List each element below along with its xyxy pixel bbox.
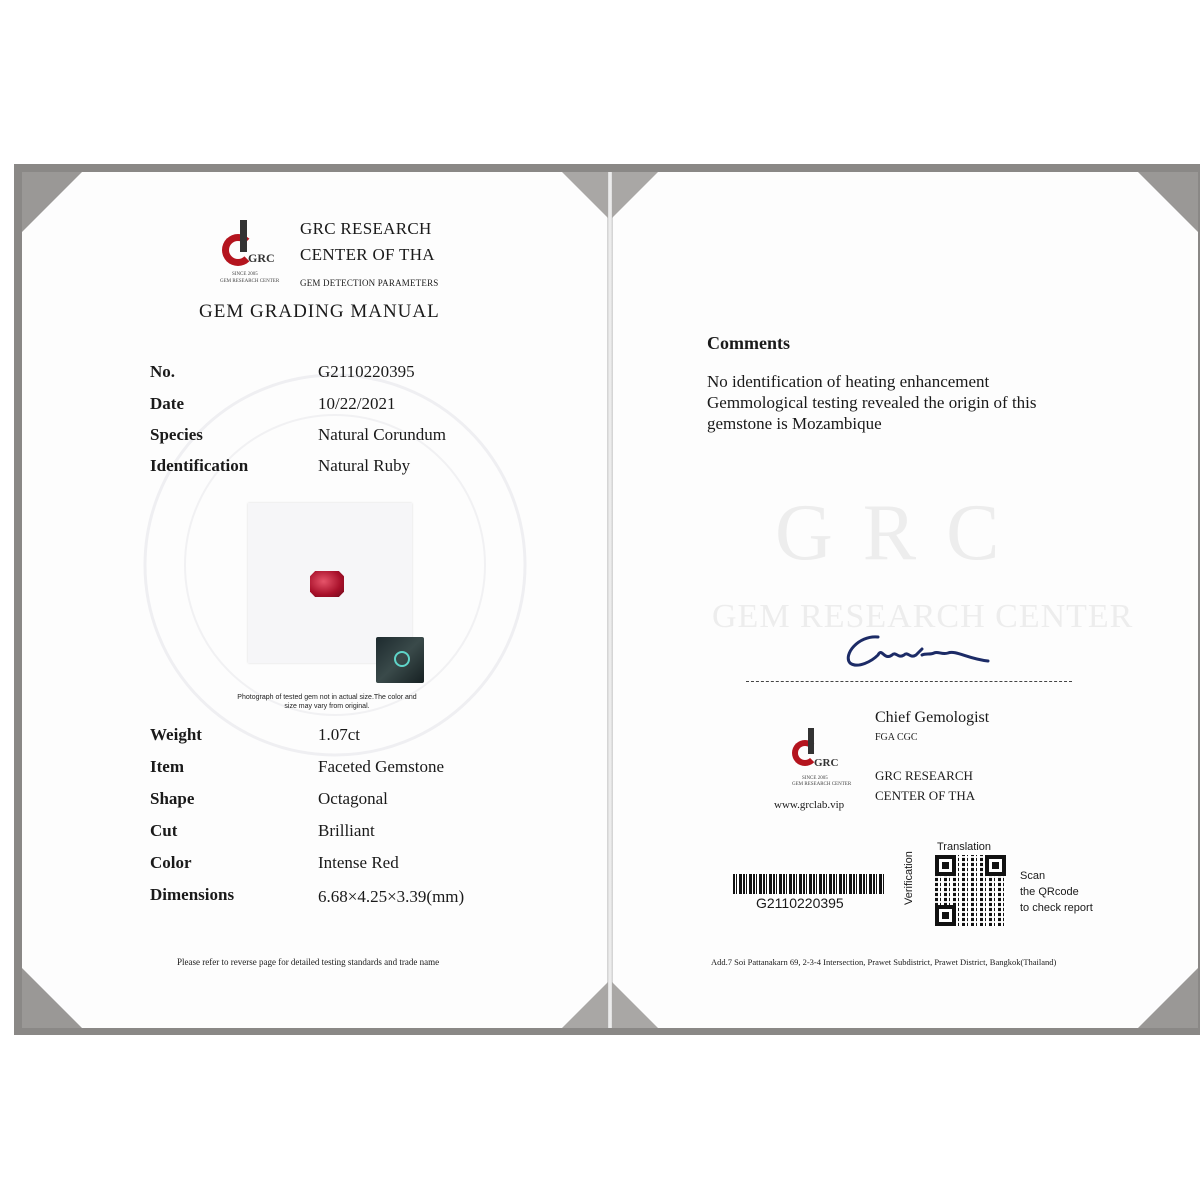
grc-logo: GRC SINCE 2005 GEM RESEARCH CENTER	[222, 220, 292, 290]
signer-credentials: FGA CGC	[875, 732, 918, 743]
org-name-line1-right: GRC RESEARCH	[875, 768, 973, 783]
field-label-cut: Cut	[150, 821, 178, 840]
scan-instructions: Scan the QRcode to check report	[1020, 870, 1093, 914]
gem-photo	[248, 503, 412, 663]
field-label-weight: Weight	[150, 725, 202, 744]
website: www.grclab.vip	[774, 799, 845, 811]
signer-title: Chief Gemologist	[875, 709, 990, 726]
document-title: GEM GRADING MANUAL	[199, 301, 440, 322]
field-label-date: Date	[150, 394, 184, 413]
field-value-item: Faceted Gemstone	[318, 757, 445, 776]
qr-verification-label: Verification	[903, 851, 915, 905]
field-label-no: No.	[150, 362, 176, 381]
org-subtitle: GEM DETECTION PARAMETERS	[300, 278, 439, 288]
ruby-gem-image	[310, 571, 344, 597]
field-value-dimensions: 6.68×4.25×3.39(mm)	[318, 887, 465, 906]
hologram-sticker	[376, 637, 424, 683]
field-label-species: Species	[150, 425, 203, 444]
signature-line	[746, 681, 1072, 682]
field-label-color: Color	[150, 853, 192, 872]
field-value-weight: 1.07ct	[318, 725, 361, 744]
photo-caption: Photograph of tested gem not in actual size.The color and size may vary from original.	[237, 694, 417, 710]
signature	[838, 625, 998, 675]
field-label-item: Item	[150, 757, 184, 776]
watermark-grc: GRC	[775, 489, 1030, 577]
qr-translation-label: Translation	[937, 841, 992, 853]
org-name-line2: CENTER OF THA	[300, 245, 435, 264]
comment-line: gemstone is Mozambique	[707, 414, 882, 433]
field-value-no: G2110220395	[318, 362, 415, 381]
field-value-color: Intense Red	[318, 853, 399, 872]
left-footer-note: Please refer to reverse page for detailed testing standards and trade name	[177, 957, 440, 967]
watermark-gem-research-center: GEM RESEARCH CENTER	[712, 598, 1134, 635]
org-name-line2-right: CENTER OF THA	[875, 788, 976, 803]
org-name-line1: GRC RESEARCH	[300, 219, 432, 238]
field-label-shape: Shape	[150, 789, 195, 808]
comments-heading: Comments	[707, 333, 790, 353]
comment-line: Gemmological testing revealed the origin of this	[707, 393, 1037, 412]
barcode-number: G2110220395	[756, 895, 844, 911]
field-label-identification: Identification	[150, 456, 249, 475]
comment-line: No identification of heating enhancement	[707, 372, 990, 391]
qr-code[interactable]	[935, 855, 1006, 926]
field-value-date: 10/22/2021	[318, 394, 396, 413]
lab-address: Add.7 Soi Pattanakarn 69, 2-3-4 Intersection, Prawet Subdistrict, Prawet District, Bangkok(Thailand)	[711, 957, 1057, 967]
field-value-cut: Brilliant	[318, 821, 375, 840]
field-value-shape: Octagonal	[318, 789, 388, 808]
field-value-identification: Natural Ruby	[318, 456, 411, 475]
comments-text	[707, 371, 1037, 434]
grc-logo-right: GRC SINCE 2005 GEM RESEARCH CENTER	[790, 728, 850, 792]
field-value-species: Natural Corundum	[318, 425, 446, 444]
field-label-dimensions: Dimensions	[150, 885, 235, 904]
barcode	[733, 874, 884, 894]
